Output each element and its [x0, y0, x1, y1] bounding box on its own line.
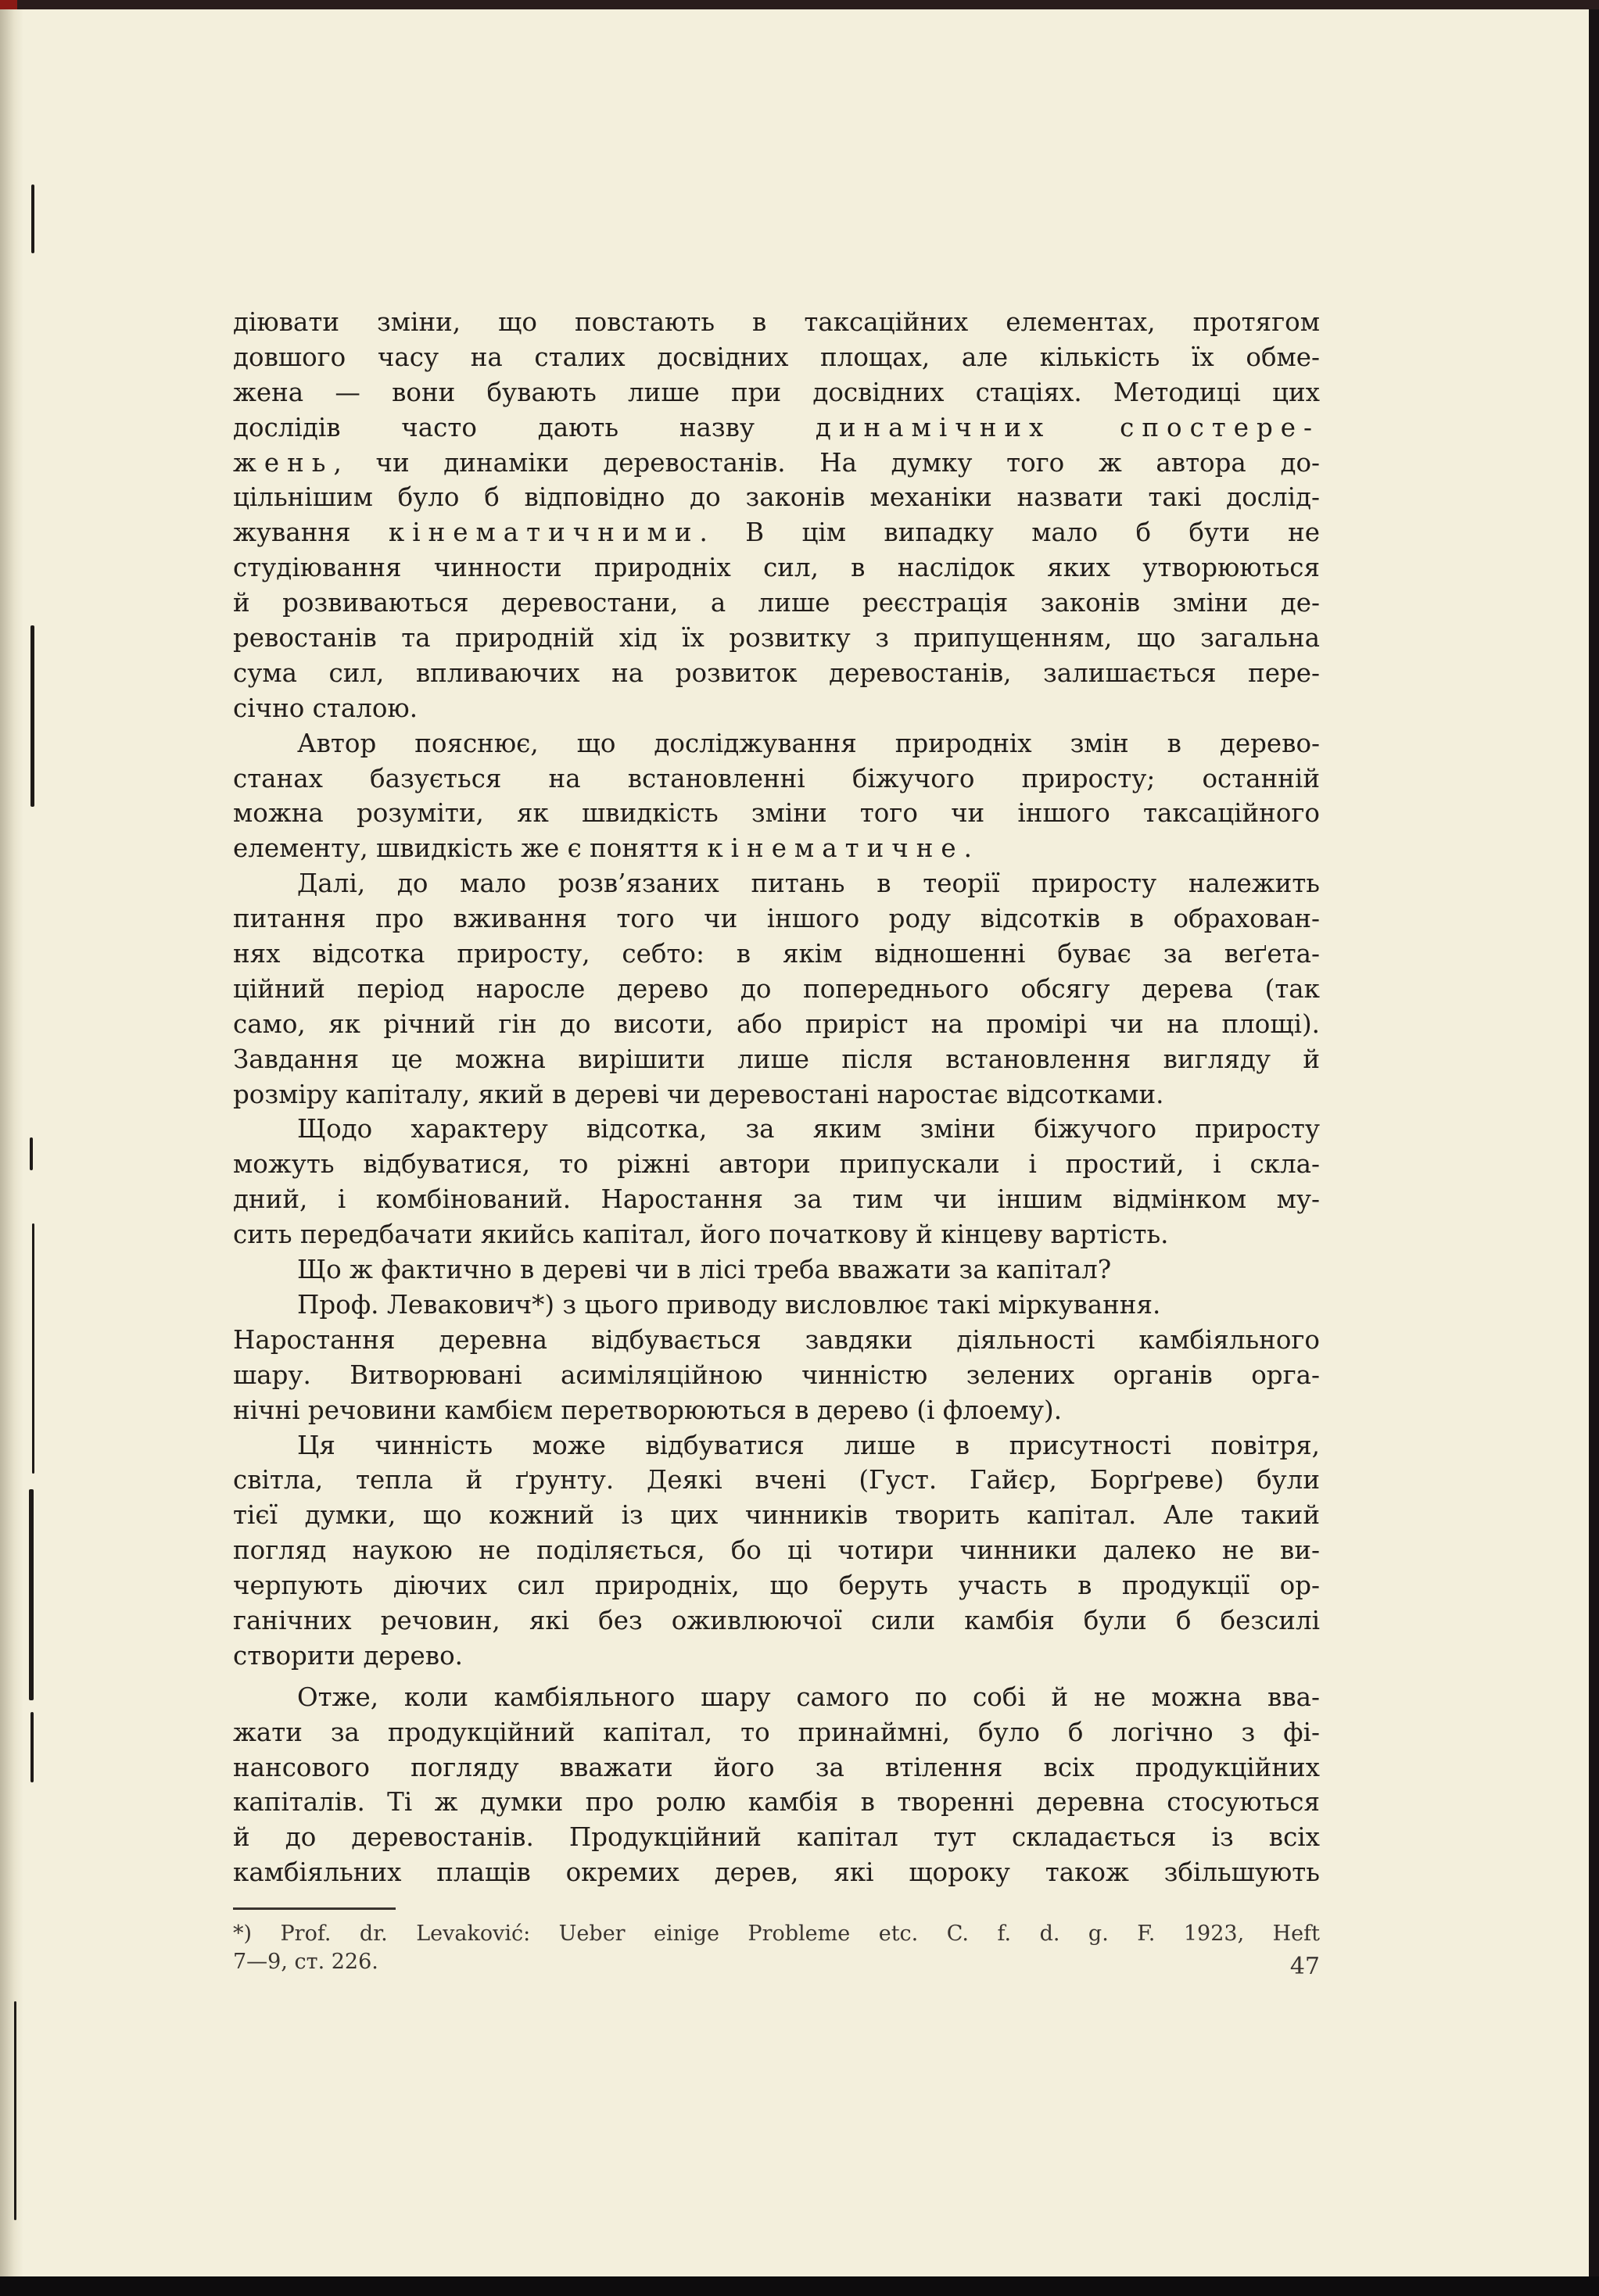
- text-line: розміру капіталу, який в дереві чи деревостані наростає відсотками.: [233, 1079, 1164, 1109]
- text-line: Отже, коли камбіяльного шару самого по собі й не можна вва-: [297, 1682, 1320, 1712]
- text-line: ревостанів та природній хід їх розвитку з припущенням, що загальна: [233, 623, 1320, 654]
- text-line: січно сталою.: [233, 693, 418, 723]
- binding-mark: [14, 2001, 16, 2220]
- scan-top-border: [0, 0, 1599, 9]
- text-line: створити дерево.: [233, 1640, 463, 1671]
- spaced-term: жень: [233, 447, 334, 478]
- text-line: тієї думки, що кожний із цих чинників творить капітал. Але такий: [233, 1500, 1320, 1531]
- text-line: ційний період наросле дерево до попереднього обсягу дерева (так: [233, 973, 1320, 1004]
- text-run: елементу, швидкість же є поняття: [233, 833, 708, 864]
- binding-mark: [30, 1712, 34, 1782]
- text-run: .: [963, 833, 972, 864]
- text-line: станах базується на встановленні біжучого приросту; останній: [233, 763, 1320, 793]
- text-line: студіювання чинности природніх сил, в наслідок яких утворюються: [233, 553, 1320, 583]
- text-line: питання про вживання того чи іншого роду відсотків в обрахован-: [233, 904, 1320, 934]
- text-line: Далі, до мало розв’язаних питань в теорії приросту належить: [297, 869, 1320, 899]
- text-run: , чи динаміки деревостанів. На думку того ж автора до-: [333, 447, 1320, 478]
- text-line: черпують діючих сил природніх, що беруть участь в продукції ор-: [233, 1571, 1320, 1601]
- text-line: Проф. Левакович*) з цього приводу висловлює такі міркування.: [297, 1289, 1161, 1320]
- text-line: капіталів. Ті ж думки про ролю камбія в творенні деревна стосуються: [233, 1787, 1320, 1818]
- text-line: дний, і комбінований. Наростання за тим чи іншим відмінком му-: [233, 1184, 1320, 1215]
- text-line: сить передбачати якийсь капітал, його початкову й кінцеву вартість.: [233, 1220, 1169, 1250]
- binding-mark: [30, 1137, 33, 1170]
- text-line: камбіяльних плащів окремих дерев, які щороку також збільшують: [233, 1857, 1320, 1888]
- text-line: ганічних речовин, які без оживлюючої сили камбія були б безсилі: [233, 1605, 1320, 1635]
- text-run: . В цім випадку мало б бути не: [699, 518, 1320, 548]
- text-line: [233, 446, 1320, 481]
- text-line: світла, тепла й ґрунту. Деякі вчені (Густ. Гайєр, Борґреве) були: [233, 1465, 1320, 1495]
- text-line: само, як річний гін до висоти, або приріст на промірі чи на площі).: [233, 1008, 1320, 1039]
- text-line: [233, 515, 1320, 550]
- body-text: [233, 305, 1320, 1890]
- text-line: й до деревостанів. Продукційний капітал тут складається із всіх: [233, 1822, 1320, 1853]
- scan-bottom-border: [0, 2276, 1599, 2296]
- text-line: Щодо характеру відсотка, за яким зміни біжучого приросту: [297, 1114, 1320, 1144]
- footnote: [233, 1920, 1320, 1976]
- text-line: довшого часу на сталих досвідних площах, але кількість їх обме-: [233, 342, 1320, 372]
- page-number: 47: [1289, 1953, 1320, 1980]
- text-line: погляд наукою не поділяється, бо ці чотири чинники далеко не ви-: [233, 1535, 1320, 1566]
- text-line: Що ж фактично в дереві чи в лісі треба вважати за капітал?: [297, 1255, 1112, 1285]
- text-line: жена — вони бувають лише при досвідних стаціях. Методиці цих: [233, 377, 1320, 407]
- spaced-term: кінематичне: [707, 833, 964, 864]
- footnote-line: *) Prof. dr. Levaković: Ueber einige Probleme etc. C. f. d. g. F. 1923, Heft: [233, 1922, 1320, 1946]
- binding-mark: [32, 1223, 34, 1474]
- text-line: діювати зміни, що повстають в таксаційних елементах, протягом: [233, 307, 1320, 337]
- text-run: жування: [233, 518, 389, 548]
- binding-edge: [0, 9, 23, 2276]
- text-line: сума сил, впливаючих на розвиток деревостанів, залишається пере-: [233, 657, 1320, 688]
- text-line: [233, 831, 1320, 866]
- text-line: можуть відбуватися, то ріжні автори припускали і простий, і скла-: [233, 1149, 1320, 1180]
- text-line: нях відсотка приросту, себто: в якім відношенні буває за веґета-: [233, 939, 1320, 969]
- text-run: дослідів часто дають назву: [233, 412, 816, 442]
- text-line: можна розуміти, як швидкість зміни того чи іншого таксаційного: [233, 798, 1320, 829]
- binding-mark: [30, 625, 34, 807]
- text-line: й розвиваються деревостани, а лише реєстрація законів зміни де-: [233, 588, 1320, 618]
- binding-mark: [31, 184, 34, 253]
- text-line: Завдання це можна вирішити лише після встановлення вигляду й: [233, 1044, 1320, 1074]
- footnote-separator: [233, 1907, 396, 1910]
- text-line: [233, 410, 1320, 446]
- spaced-term: динамічних спостере-: [815, 412, 1321, 442]
- binding-mark: [29, 1489, 34, 1700]
- text-line: жати за продукційний капітал, то принаймні, було б логічно з фі-: [233, 1717, 1320, 1747]
- footnote-line: 7—9, ст. 226.: [233, 1950, 378, 1974]
- text-line: нансового погляду вважати його за втілення всіх продукційних: [233, 1752, 1320, 1782]
- text-line: шару. Витворювані асиміляційною чинністю зелених органів орга-: [233, 1359, 1320, 1390]
- spaced-term: кінематичними: [388, 518, 700, 548]
- text-line: Ця чинність може відбуватися лише в присутності повітря,: [297, 1430, 1320, 1460]
- text-line: Автор пояснює, що досліджування природніх змін в дерево-: [297, 728, 1320, 758]
- text-line: цільнішим було б відповідно до законів механіки назвати такі дослід-: [233, 482, 1320, 513]
- text-line: Наростання деревна відбувається завдяки діяльності камбіяльного: [233, 1324, 1320, 1355]
- text-line: нічні речовини камбієм перетворюються в дерево (і флоему).: [233, 1395, 1063, 1425]
